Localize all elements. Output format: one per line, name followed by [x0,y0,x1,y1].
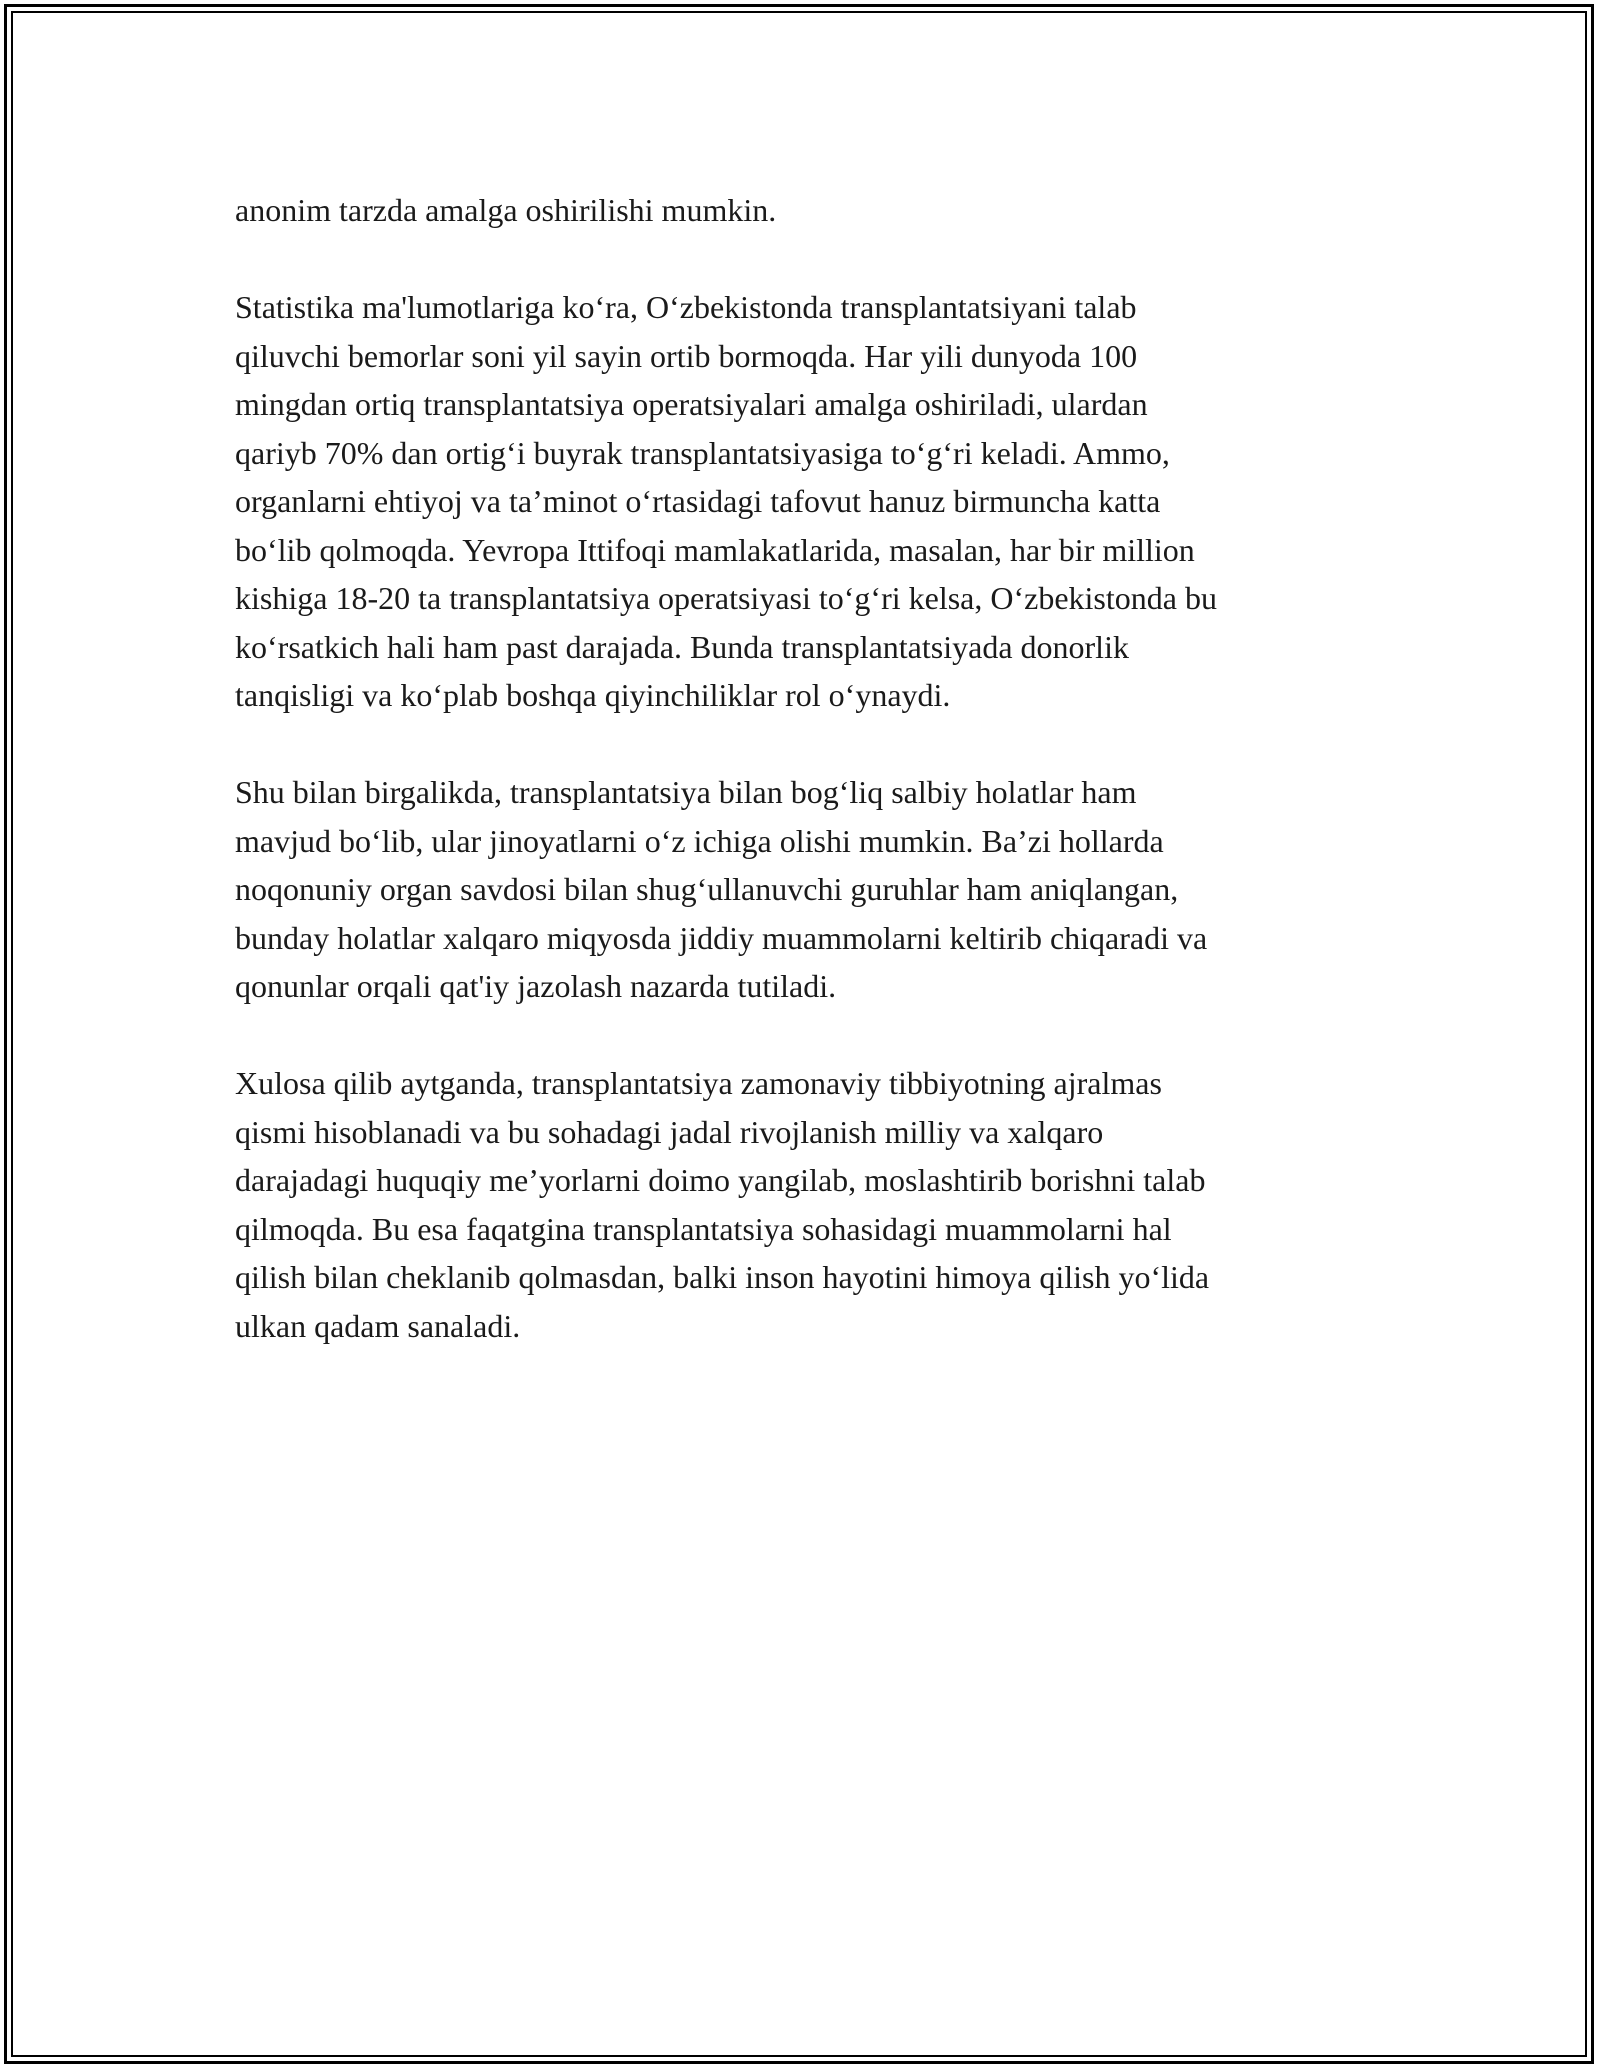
text-line: bo‘lib qolmoqda. Yevropa Ittifoqi mamlakatlarida, masalan, har bir million [235,531,1195,568]
text-line: qismi hisoblanadi va bu sohadagi jadal rivojlanish milliy va xalqaro [235,1113,1104,1150]
text-line: kishiga 18-20 ta transplantatsiya operatsiyasi to‘g‘ri kelsa, O‘zbekistonda bu [235,580,1217,616]
text-line: ulkan qadam sanaladi. [235,1307,521,1344]
text-line: noqonuniy organ savdosi bilan shug‘ullanuvchi guruhlar ham aniqlangan, [235,871,1179,907]
text-line: organlarni ehtiyoj va ta’minot o‘rtasidagi tafovut hanuz birmuncha katta [235,483,1161,519]
text-line: mingdan ortiq transplantatsiya operatsiyalari amalga oshiriladi, ulardan [235,386,1148,422]
text-line: qilmoqda. Bu esa faqatgina transplantatsiya sohasidagi muammolarni hal [235,1210,1172,1247]
text-line: Statistika ma'lumotlariga ko‘ra, O‘zbekistonda transplantatsiyani talab [235,289,1137,325]
text-line: qonunlar orqali qat'iy jazolash nazarda tutiladi. [235,968,837,1004]
paragraph-2 [235,283,1385,720]
paragraph-4 [235,1059,1385,1350]
text-line: qariyb 70% dan ortig‘i buyrak transplantatsiyasiga to‘g‘ri keladi. Ammo, [235,434,1170,471]
text-line: anonim tarzda amalga oshirilishi mumkin. [235,192,777,228]
text-line: ko‘rsatkich hali ham past darajada. Bunda transplantatsiyada donorlik [235,628,1129,665]
paragraph-3 [235,768,1385,1011]
text-line: qiluvchi bemorlar soni yil sayin ortib bormoqda. Har yili dunyoda 100 [235,337,1138,374]
document-body [235,186,1385,1399]
text-line: Shu bilan birgalikda, transplantatsiya bilan bog‘liq salbiy holatlar ham [235,774,1137,810]
text-line: mavjud bo‘lib, ular jinoyatlarni o‘z ichiga olishi mumkin. Ba’zi hollarda [235,822,1164,859]
text-line: tanqisligi va ko‘plab boshqa qiyinchiliklar rol o‘ynaydi. [235,677,951,713]
text-line: darajadagi huquqiy me’yorlarni doimo yangilab, moslashtirib borishni talab [235,1162,1206,1198]
paragraph-1 [235,186,1385,235]
text-line: Xulosa qilib aytganda, transplantatsiya zamonaviy tibbiyotning ajralmas [235,1065,1162,1101]
text-line: bunday holatlar xalqaro miqyosda jiddiy muammolarni keltirib chiqaradi va [235,919,1208,956]
text-line: qilish bilan cheklanib qolmasdan, balki inson hayotini himoya qilish yo‘lida [235,1259,1210,1295]
